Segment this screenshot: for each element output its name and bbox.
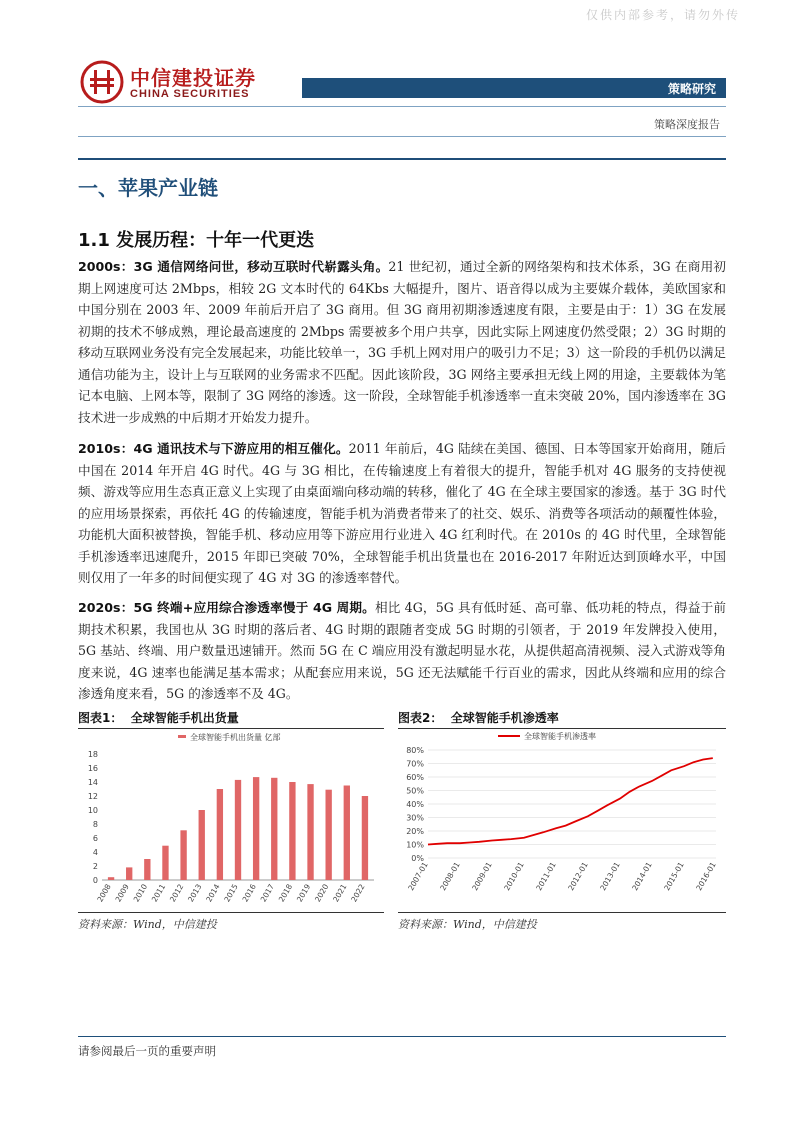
header-bar <box>302 78 726 98</box>
x-tick-label: 2009 <box>113 882 131 904</box>
x-tick-label: 2008-01 <box>438 860 462 893</box>
logo-emblem-icon <box>80 60 124 104</box>
x-tick-label: 2016 <box>240 882 258 904</box>
bar <box>126 867 132 880</box>
header-subtitle: 策略深度报告 <box>654 118 720 131</box>
y-tick-label: 6 <box>92 834 98 843</box>
paragraph-body: 2011 年前后，4G 陆续在美国、德国、日本等国家开始商用，随后中国在 2014 年开启 4G 时代。4G 与 3G 相比，在传输速度上有着很大的提升，智能手机对 4G 服务的支持使视频、游戏等应用生态真正意义上实现了由桌面端向移动端的转移，催化了 4G 在全球主要国家的渗透。基于 3G 时代的应用场景探索，再依托 4G 的传输速度，智能手机为消费者带来了的社交、娱乐、消费等各项活动的颠覆性体验，功能机大面积被替换，智能手机、移动应用等下游应用行业进入 4G 红利时代。在 2010s 的 4G 时代里，全球智能手机渗透率迅速爬升，2015 年即已突破 70%，全球智能手机出货量也在 2016-2017 年附近达到顶峰水平，中国则仅用了一年多的时间便实现了 4G 对 3G 的渗透率替代。 <box>78 441 726 585</box>
x-tick-label: 2014-01 <box>630 860 654 893</box>
header-divider <box>78 106 726 107</box>
x-tick-label: 2009-01 <box>470 860 494 893</box>
y-tick-label: 4 <box>92 848 98 857</box>
x-tick-label: 2013-01 <box>598 860 622 893</box>
x-tick-label: 2014 <box>204 882 222 904</box>
company-logo <box>80 60 300 106</box>
bar <box>307 784 313 880</box>
x-tick-label: 2011 <box>149 882 168 904</box>
y-tick-label: 16 <box>87 764 98 773</box>
figure-2-bottom-rule <box>398 912 726 913</box>
x-tick-label: 2022 <box>349 882 367 904</box>
bar <box>199 810 205 880</box>
paragraph-lead: 2000s：3G 通信网络问世，移动互联时代崭露头角。 <box>78 259 389 274</box>
figure-1-source: 资料来源：Wind，中信建投 <box>78 918 217 931</box>
section-divider <box>78 158 726 160</box>
figure-1-title <box>78 709 239 726</box>
y-tick-label: 0 <box>92 876 98 885</box>
x-tick-label: 2015 <box>222 882 240 904</box>
y-tick-label: 0% <box>411 854 424 863</box>
x-tick-label: 2012 <box>167 882 186 904</box>
x-tick-label: 2008 <box>95 882 113 904</box>
shipment-bar-chart <box>78 730 384 910</box>
paragraph-2010s <box>78 438 726 589</box>
y-tick-label: 10% <box>406 840 424 850</box>
x-tick-label: 2017 <box>258 882 276 904</box>
y-tick-label: 20% <box>406 827 424 836</box>
x-tick-label: 2012-01 <box>566 860 590 893</box>
y-tick-label: 40% <box>406 800 424 809</box>
figure-2-caption: 全球智能手机渗透率 <box>450 711 559 725</box>
x-tick-label: 2010 <box>131 882 150 904</box>
x-tick-label: 2019 <box>294 882 313 904</box>
x-tick-label: 2015-01 <box>662 860 686 893</box>
y-tick-label: 50% <box>406 786 424 796</box>
y-tick-label: 8 <box>92 820 98 829</box>
paragraph-2000s <box>78 256 726 428</box>
bar <box>108 877 114 880</box>
bar <box>325 790 331 880</box>
legend-label: 全球智能手机渗透率 <box>524 732 596 741</box>
figure-1-caption: 全球智能手机出货量 <box>130 711 239 725</box>
x-tick-label: 2021 <box>331 882 349 904</box>
penetration-series-line <box>428 758 713 844</box>
y-tick-label: 80% <box>406 746 424 755</box>
x-tick-label: 2011-01 <box>534 860 558 893</box>
x-tick-label: 2020 <box>313 882 331 904</box>
penetration-line-chart <box>398 730 726 910</box>
figure-2-title <box>398 709 559 726</box>
x-tick-label: 2007-01 <box>406 860 430 893</box>
x-tick-label: 2010-01 <box>502 860 526 893</box>
footer-disclaimer: 请参阅最后一页的重要声明 <box>78 1044 216 1058</box>
header-divider-2 <box>78 136 726 137</box>
section-title: 一、苹果产业链 <box>78 176 218 200</box>
y-tick-label: 12 <box>87 792 98 801</box>
legend-label: 全球智能手机出货量 亿部 <box>190 733 281 742</box>
y-tick-label: 18 <box>87 750 98 759</box>
figure-1-top-rule <box>78 728 384 729</box>
header-category: 策略研究 <box>667 82 716 96</box>
bar <box>217 789 223 880</box>
bar <box>144 859 150 880</box>
figure-2-source: 资料来源：Wind，中信建投 <box>398 918 537 931</box>
y-tick-label: 60% <box>406 773 424 782</box>
logo-cn-text: 中信建投证券 <box>130 66 256 90</box>
bar <box>271 778 277 880</box>
footer-divider <box>78 1036 726 1037</box>
y-tick-label: 14 <box>87 778 98 787</box>
logo-en-text: CHINA SECURITIES <box>130 88 250 100</box>
y-tick-label: 2 <box>92 862 98 871</box>
y-tick-label: 30% <box>406 813 424 823</box>
bar <box>162 846 168 880</box>
bar <box>362 796 368 880</box>
x-tick-label: 2016-01 <box>694 860 718 893</box>
watermark: 仅供内部参考，请勿外传 <box>585 8 740 22</box>
legend-swatch <box>178 735 186 738</box>
x-tick-label: 2013 <box>186 882 204 904</box>
y-tick-label: 70% <box>406 759 424 769</box>
subsection-title: 1.1 发展历程：十年一代更迭 <box>78 230 315 251</box>
bar <box>289 782 295 880</box>
bar <box>180 830 186 880</box>
paragraph-lead: 2020s：5G 终端+应用综合渗透率慢于 4G 周期。 <box>78 600 375 615</box>
bar <box>253 777 259 880</box>
paragraph-lead: 2010s：4G 通讯技术与下游应用的相互催化。 <box>78 441 349 456</box>
bar <box>344 786 350 881</box>
figure-1-bottom-rule <box>78 912 384 913</box>
paragraph-body: 21 世纪初，通过全新的网络架构和技术体系，3G 在商用初期上网速度可达 2Mbps，相较 2G 文本时代的 64Kbs 大幅提升，图片、语音得以成为主要媒介载体，美欧国家和中国分别在 2003 年、2009 年前后开启了 3G 商用。但 3G 商用初期渗透速度有限，主要是由于：1）3G 在发展初期的技术不够成熟，理论最高速度的 2Mbps 需要被多个用户共享，因此实际上网速度仍然受限；2）3G 时期的移动互联网业务没有完全发展起来，功能比较单一，3G 手机上网对用户的吸引力不足；3）这一阶段的手机仍以满足通信功能为主，设计上与互联网的业务需求不匹配。因此该阶段，3G 网络主要承担无线上网的用途，主要载体为笔记本电脑、上网本等，限制了 3G 网络的渗透。这一阶段，全球智能手机渗透率一直未突破 20%，国内渗透率在 3G 技术进一步成熟的中后期才开始发力提升。 <box>78 259 727 425</box>
bar <box>235 780 241 880</box>
figure-2-label: 图表2： <box>398 711 443 725</box>
x-tick-label: 2018 <box>276 882 295 904</box>
figure-1-label: 图表1： <box>78 711 123 725</box>
figure-2-top-rule <box>398 728 726 729</box>
paragraph-body: 相比 4G，5G 具有低时延、高可靠、低功耗的特点，得益于前期技术积累，我国也从 3G 时期的落后者、4G 时期的跟随者变成 5G 时期的引领者，于 2019 年发牌投入使用，5G 基站、终端、用户数量迅速铺开。然而 5G 在 C 端应用没有激起明显水花，从提供超高清视频、浸入式游戏等角度来说，4G 速率也能满足基本需求；从配套应用来说，5G 还无法赋能千行百业的需求，因此从终端和应用的综合渗透角度来看，5G 的渗透率不及 4G。 <box>78 600 727 701</box>
paragraph-2020s <box>78 597 726 705</box>
y-tick-label: 10 <box>87 806 98 815</box>
